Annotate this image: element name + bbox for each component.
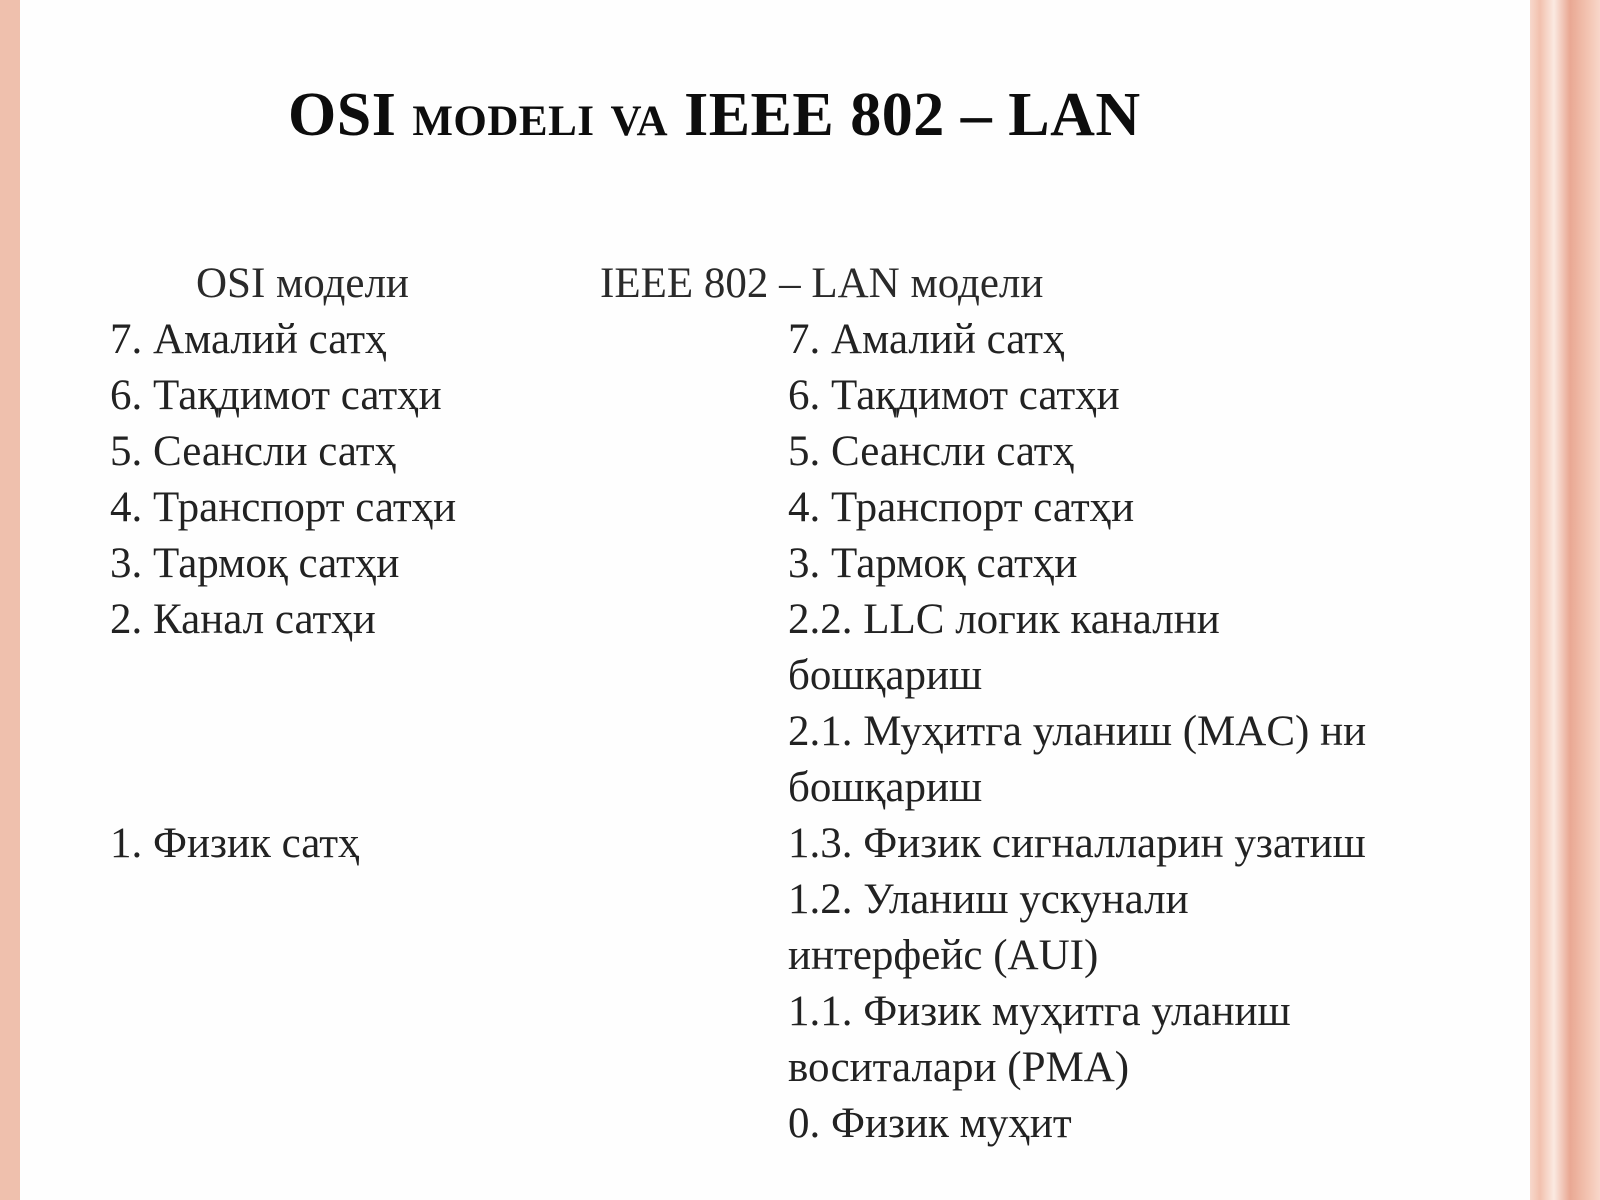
left-decorative-border [0, 0, 20, 1200]
osi-layer-1: 1. Физик сатҳ [110, 820, 360, 867]
osi-layer-7: 7. Амалий сатҳ [110, 316, 387, 363]
ieee-layer-1-2-cont: интерфейс (AUI) [788, 932, 1099, 979]
ieee-layer-4: 4. Транспорт сатҳи [788, 484, 1135, 531]
ieee-column-header: IEEE 802 – LAN модели [600, 260, 1044, 307]
ieee-layer-7: 7. Амалий сатҳ [788, 316, 1065, 363]
ieee-layer-1-3: 1.3. Физик сигналларин узатиш [788, 820, 1366, 867]
osi-layer-4: 4. Транспорт сатҳи [110, 484, 457, 531]
ieee-layer-1-1-cont: воситалари (PMA) [788, 1044, 1130, 1091]
slide-title: OSI modeli va IEEE 802 – LAN [288, 81, 1141, 149]
ieee-layer-0: 0. Физик муҳит [788, 1100, 1072, 1147]
osi-layer-2: 2. Канал сатҳи [110, 596, 376, 643]
ieee-layer-1-2: 1.2. Уланиш ускунали [788, 876, 1189, 923]
osi-layer-6: 6. Тақдимот сатҳи [110, 372, 442, 419]
ieee-layer-5: 5. Сеансли сатҳ [788, 428, 1075, 475]
osi-layer-5: 5. Сеансли сатҳ [110, 428, 397, 475]
osi-layer-3: 3. Тармоқ сатҳи [110, 540, 400, 587]
ieee-layer-2-1: 2.1. Муҳитга уланиш (MAC) ни [788, 708, 1367, 755]
osi-column-header: OSI модели [196, 260, 409, 307]
ieee-layer-1-1: 1.1. Физик муҳитга уланиш [788, 988, 1291, 1035]
ieee-layer-2-1-cont: бошқариш [788, 764, 983, 811]
ieee-layer-2-2-cont: бошқариш [788, 652, 983, 699]
ieee-layer-3: 3. Тармоқ сатҳи [788, 540, 1078, 587]
right-decorative-border [1530, 0, 1600, 1200]
ieee-layer-6: 6. Тақдимот сатҳи [788, 372, 1120, 419]
ieee-layer-2-2: 2.2. LLC логик канални [788, 596, 1220, 643]
